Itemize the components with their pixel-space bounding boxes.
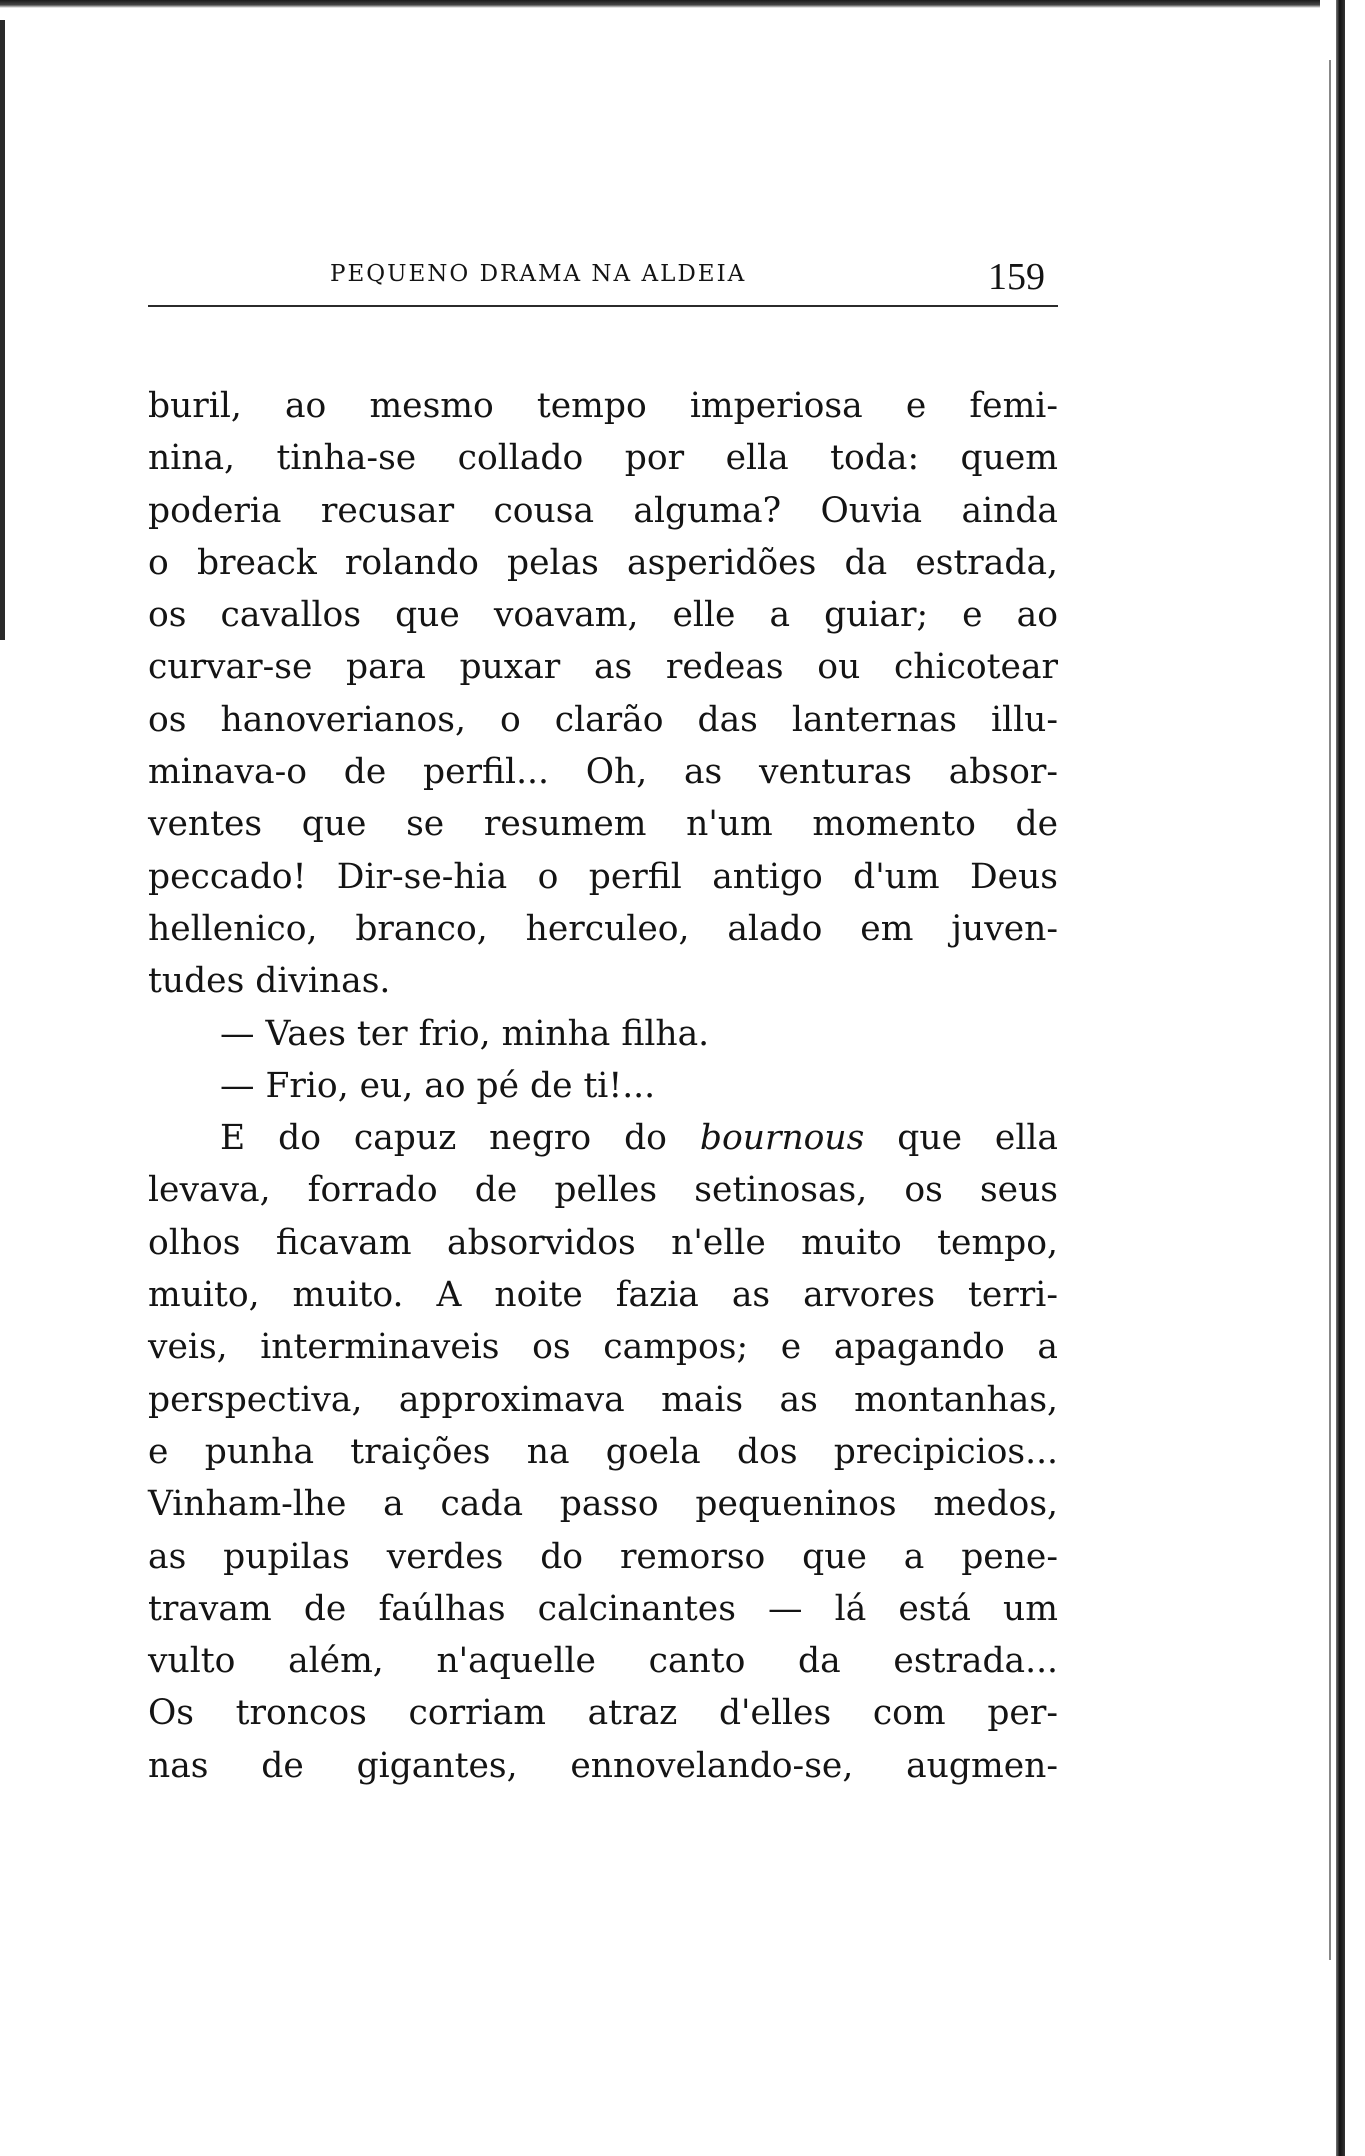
text-line: nina, tinha-se collado por ella toda: quem bbox=[148, 438, 1058, 479]
text-line: ventes que se resumem n'um momento de bbox=[148, 804, 1058, 845]
text-line: muito, muito. A noite fazia as arvores terri- bbox=[148, 1275, 1058, 1316]
scan-border-right bbox=[1336, 0, 1345, 2156]
paragraph-start-line bbox=[148, 1112, 1058, 1164]
text-line: Vinham-lhe a cada passo pequeninos medos, bbox=[148, 1484, 1058, 1525]
text-line: tudes divinas. bbox=[148, 961, 391, 1002]
text-line: olhos ficavam absorvidos n'elle muito tempo, bbox=[148, 1222, 1058, 1263]
page-number: 159 bbox=[988, 256, 1045, 298]
text-line: levava, forrado de pelles setinosas, os seus bbox=[148, 1170, 1058, 1211]
running-title: PEQUENO DRAMA NA ALDEIA bbox=[330, 261, 747, 287]
text-line: Os troncos corriam atraz d'elles com per- bbox=[148, 1693, 1058, 1734]
header-rule bbox=[148, 305, 1058, 307]
text-line: nas de gigantes, ennovelando-se, augmen- bbox=[148, 1745, 1058, 1786]
text-line: minava-o de perfil... Oh, as venturas absor- bbox=[148, 752, 1058, 793]
text-line: veis, interminaveis os campos; e apagando a bbox=[148, 1327, 1058, 1368]
running-head bbox=[150, 255, 1055, 298]
text-line: hellenico, branco, herculeo, alado em juven- bbox=[148, 908, 1058, 949]
text-line: os cavallos que voavam, elle a guiar; e ao bbox=[148, 595, 1058, 636]
text-line: vulto além, n'aquelle canto da estrada... bbox=[148, 1641, 1058, 1682]
text-line: peccado! Dir-se-hia o perfil antigo d'um Deus bbox=[148, 856, 1058, 897]
dialogue-line: — Frio, eu, ao pé de ti!... bbox=[220, 1065, 656, 1106]
scan-border-right-inner bbox=[1329, 60, 1331, 1960]
text-line-content: E do capuz negro do bournous que ella bbox=[220, 1118, 1058, 1159]
italic-term: bournous bbox=[699, 1118, 865, 1159]
text-line: poderia recusar cousa alguma? Ouvia ainda bbox=[148, 490, 1058, 531]
text-line: as pupilas verdes do remorso que a pene- bbox=[148, 1536, 1058, 1577]
dialogue-line: — Vaes ter frio, minha filha. bbox=[220, 1013, 710, 1054]
text-line: travam de faúlhas calcinantes — lá está um bbox=[148, 1588, 1058, 1629]
text-line: os hanoverianos, o clarão das lanternas illu- bbox=[148, 699, 1058, 740]
scan-border-top bbox=[0, 0, 1320, 8]
text-line: perspectiva, approximava mais as montanhas, bbox=[148, 1379, 1058, 1420]
body-text bbox=[148, 380, 1058, 1792]
text-line: o breack rolando pelas asperidões da estrada, bbox=[148, 542, 1058, 583]
text-line: e punha traições na goela dos precipicios... bbox=[148, 1431, 1058, 1472]
text-line: buril, ao mesmo tempo imperiosa e femi- bbox=[148, 386, 1058, 426]
scan-border-left bbox=[0, 20, 5, 640]
text-line: curvar-se para puxar as redeas ou chicotear bbox=[148, 647, 1058, 688]
